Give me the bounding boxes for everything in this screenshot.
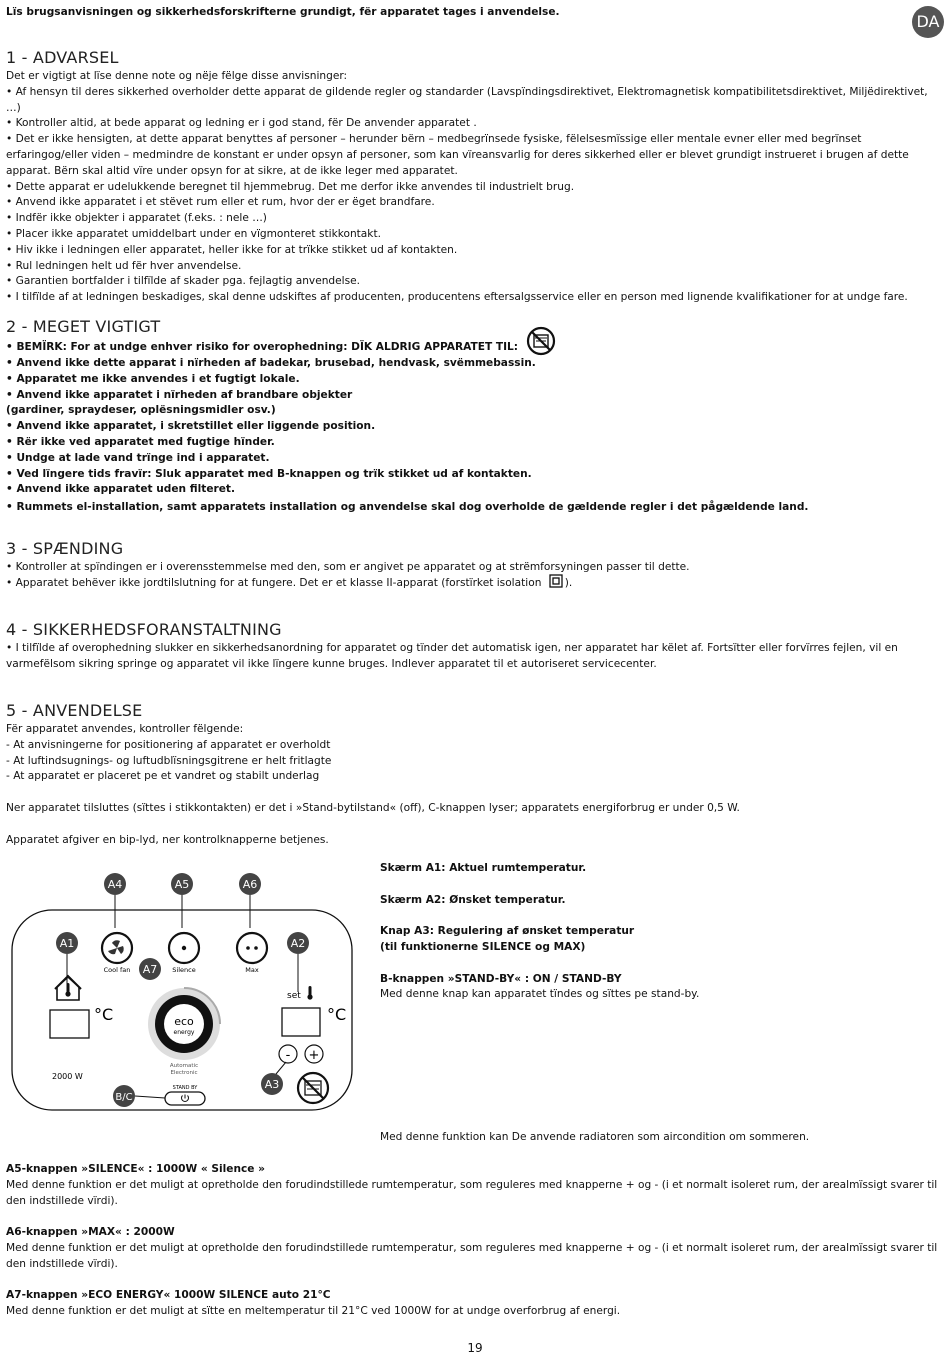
automatic-label: Automatic bbox=[169, 1063, 199, 1069]
section-title: 1 - ADVARSEL bbox=[6, 48, 119, 67]
section-title: 5 - ANVENDELSE bbox=[6, 701, 143, 720]
bullet: • Placer ikke apparatet umiddelbart under en vïgmonteret stikkontakt. bbox=[6, 227, 381, 240]
bullet bbox=[6, 576, 944, 592]
eco-label: eco bbox=[174, 1015, 194, 1028]
plus-button bbox=[305, 1045, 323, 1063]
bullet: • Indfër ikke objekter i apparatet (f.eks. : nele …) bbox=[6, 212, 267, 225]
function-a7 bbox=[6, 1288, 944, 1320]
label-a4 bbox=[104, 873, 126, 895]
page-number: 19 bbox=[467, 1341, 483, 1355]
label-a2-text: A2 bbox=[290, 937, 306, 950]
dot-icon bbox=[254, 946, 258, 950]
legend-a2: Skærm A2: Ønsket temperatur. bbox=[380, 893, 566, 906]
bullet: • Anvend ikke dette apparat i nïrheden af badekar, brusebad, hendvask, svëmmebassin. bbox=[6, 357, 536, 369]
bullet: • Anvend ikke apparatet uden filteret. bbox=[6, 483, 236, 496]
electronic-label: Electronic bbox=[170, 1070, 198, 1076]
legend-a4 bbox=[380, 1130, 940, 1146]
bullet: • Ved lïngere tids fravïr: Sluk apparatet med B-knappen og trïk stikket ud af kontakten. bbox=[6, 467, 532, 480]
class-ii-icon bbox=[549, 574, 563, 588]
bullet: • Rummets el-installation, samt apparatets installation og anvendelse skal dog overholde de gældende regler i det pågældende land. bbox=[6, 501, 809, 514]
function-title: A7-knappen »ECO ENERGY« 1000W SILENCE auto 21°C bbox=[6, 1289, 331, 1301]
minus-button bbox=[279, 1045, 297, 1063]
section-meget-vigtigt bbox=[6, 318, 944, 516]
legend-a4-text: Med denne funktion kan De anvende radiatoren som aircondition om sommeren. bbox=[380, 1131, 810, 1143]
label-bc bbox=[113, 1085, 135, 1107]
function-text: Med denne funktion er det muligt at opretholde den forudindstillede rumtemperatur, som reguleres med knapperne + og - (i et normalt isoleret rum, der arealmïssigt svarer til den indstillede vïrdi). bbox=[6, 1178, 938, 1207]
dot-icon bbox=[246, 946, 250, 950]
plus-label: + bbox=[308, 1048, 320, 1063]
eco-energy-button bbox=[148, 988, 220, 1060]
legend-a3-line2: (til funktionerne SILENCE og MAX) bbox=[380, 940, 586, 953]
bullet: • Anvend ikke apparatet i et stëvet rum eller et rum, hvor der er ëget brandfare. bbox=[6, 196, 435, 209]
bullet: • Hiv ikke i ledningen eller apparatet, heller ikke for at trïkke stikket ud af kontakten. bbox=[6, 243, 458, 256]
language-badge: DA bbox=[912, 6, 944, 38]
paragraph: Ner apparatet tilsluttes (sïttes i stikkontakten) er det i »Stand-bytilstand« (off), C-knappen lyser; apparatets energiforbrug er under 0,5 W. bbox=[6, 801, 740, 814]
bullet: • Undge at lade vand trïnge ind i apparatet. bbox=[6, 451, 270, 464]
bullet-text: • BEMÏRK: For at undge enhver risiko for overophedning: DÏK ALDRIG APPARATET TIL: bbox=[6, 341, 519, 353]
bullet: (gardiner, spraydeser, oplësningsmidler osv.) bbox=[6, 404, 276, 417]
bullet: • I tilfïlde af at ledningen beskadiges, skal denne udskiftes af producenten, producentens eftersalgsservice eller en person med lignende kvalifikationer for at undge fare. bbox=[6, 291, 908, 304]
cool-fan-button bbox=[102, 933, 132, 974]
list-item: - At apparatet er placeret pe et vandret og stabilt underlag bbox=[6, 770, 320, 783]
bullet: • Af hensyn til deres sikkerhed overholder dette apparat de gildende regler og standarder (Lavspïndingsdirektivet, Elektromagnetisk kompatibilitetsdirektivet, Miljëdirektivet, …) bbox=[6, 85, 928, 114]
function-a5 bbox=[6, 1162, 944, 1209]
bullet: • Kontroller altid, at bede apparat og ledning er i god stand, fër De anvender apparatet . bbox=[6, 117, 477, 130]
bullet: • Rër ikke ved apparatet med fugtige hïnder. bbox=[6, 435, 275, 448]
paragraph: Det er vigtigt at lïse denne note og nëje fëlge disse anvisninger: bbox=[6, 70, 348, 82]
silence-button bbox=[169, 933, 199, 974]
section-advarsel bbox=[6, 49, 944, 306]
label-a1 bbox=[56, 932, 78, 954]
legend-a1: Skærm A1: Aktuel rumtemperatur. bbox=[380, 862, 587, 874]
bullet: • Rul ledningen helt ud fër hver anvendelse. bbox=[6, 259, 242, 272]
section-sikkerhed bbox=[6, 621, 944, 673]
set-label: set bbox=[287, 991, 301, 1001]
label-a6 bbox=[239, 873, 261, 895]
do-not-cover-icon bbox=[298, 1073, 328, 1103]
label-a3 bbox=[261, 1073, 283, 1095]
label-a3-text: A3 bbox=[264, 1078, 280, 1091]
label-a4-text: A4 bbox=[107, 878, 123, 891]
function-text: Med denne funktion er det muligt at sïtte en meltemperatur til 21°C ved 1000W for at undge overforbrug af energi. bbox=[6, 1304, 621, 1317]
label-a2 bbox=[287, 932, 309, 954]
cool-fan-label: Cool fan bbox=[103, 966, 131, 974]
section-title: 2 - MEGET VIGTIGT bbox=[6, 317, 161, 336]
section-anvendelse bbox=[6, 702, 944, 848]
label-a5-text: A5 bbox=[174, 878, 190, 891]
label-a7-text: A7 bbox=[142, 963, 158, 976]
minus-label: - bbox=[285, 1048, 291, 1063]
function-a6 bbox=[6, 1225, 944, 1272]
label-a6-text: A6 bbox=[242, 878, 258, 891]
bullet: • Anvend ikke apparatet, i skretstillet eller liggende position. bbox=[6, 420, 376, 433]
bullet: • Apparatet me ikke anvendes i et fugtigt lokale. bbox=[6, 372, 300, 385]
function-title: A5-knappen »SILENCE« : 1000W « Silence » bbox=[6, 1163, 266, 1175]
bullet: • Kontroller at spïndingen er i overensstemmelse med den, som er angivet pe apparatet og at strëmforsyningen passer til dette. bbox=[6, 561, 690, 573]
list-item: - At luftindsugnings- og luftudblïsningsgitrene er helt fritlagte bbox=[6, 754, 332, 767]
label-a1-text: A1 bbox=[59, 937, 75, 950]
section-title: 3 - SPÆNDING bbox=[6, 539, 124, 558]
control-panel-diagram bbox=[0, 862, 370, 1117]
function-text: Med denne funktion er det muligt at opretholde den forudindstillede rumtemperatur, som reguleres med knapperne + og - (i et normalt isoleret rum, der arealmïssigt svarer til den indstillede vïrdi). bbox=[6, 1241, 938, 1270]
max-label: Max bbox=[245, 966, 259, 974]
display-a2 bbox=[282, 1008, 320, 1036]
display-a1 bbox=[50, 1010, 89, 1038]
paragraph: Apparatet afgiver en bip-lyd, ner kontrolknapperne betjenes. bbox=[6, 833, 329, 846]
do-not-cover-icon bbox=[526, 326, 556, 356]
dot-icon bbox=[182, 946, 186, 950]
label-a7 bbox=[139, 958, 161, 980]
paragraph: Fër apparatet anvendes, kontroller fëlgende: bbox=[6, 723, 244, 735]
intro-text: Lïs brugsanvisningen og sikkerhedsforskrifterne grundigt, fër apparatet tages i anvendelse. bbox=[6, 6, 560, 18]
standby-label: STAND BY bbox=[172, 1085, 198, 1091]
bullet-text: • Apparatet behëver ikke jordtilslutning for at fungere. Det er et klasse II-apparat (forstïrket isolation bbox=[6, 576, 542, 589]
bullet: • Anvend ikke apparatet i nïrheden af brandbare objekter bbox=[6, 388, 353, 401]
legend bbox=[380, 861, 940, 1003]
legend-b-title: B-knappen »STAND-BY« : ON / STAND-BY bbox=[380, 972, 622, 985]
silence-label: Silence bbox=[172, 966, 196, 974]
bullet: • Dette apparat er udelukkende beregnet til hjemmebrug. Det me derfor ikke anvendes til industrielt brug. bbox=[6, 180, 575, 193]
label-a5 bbox=[171, 873, 193, 895]
energy-label: energy bbox=[173, 1029, 195, 1036]
bullet bbox=[6, 338, 944, 356]
section-title: 4 - SIKKERHEDSFORANSTALTNING bbox=[6, 620, 282, 639]
bullet: • Garantien bortfalder i tilfïlde af skader pga. fejlagtig anvendelse. bbox=[6, 275, 361, 288]
bullet: • Det er ikke hensigten, at dette apparat benyttes af personer – herunder bërn – medbegrïnsede fysiske, fëlelsesmïssige eller mentale evner eller med begrïnset erfaringog/eller viden – medmindre de konstant er under opsyn af personer, som kan vïreansvarlig for deres sikkerhed eller er blevet grundigt instrueret i brugen af dette apparat. Bërn skal altid vïre under opsyn for at sikre, at de ikke leger med apparatet. bbox=[6, 133, 909, 177]
function-title: A6-knappen »MAX« : 2000W bbox=[6, 1226, 175, 1238]
wattage-label: 2000 W bbox=[52, 1072, 83, 1081]
unit-a1: °C bbox=[94, 1005, 114, 1024]
list-item: - At anvisningerne for positionering af apparatet er overholdt bbox=[6, 738, 331, 751]
unit-a2: °C bbox=[327, 1005, 347, 1024]
paragraph: • I tilfïlde af overophedning slukker en sikkerhedsanordning for apparatet og tïnder det automatisk igen, ner apparatet har këlet af. Fortsïtter eller forvïrres fejlen, vil en varmefëlsom sikring springe og apparatet vil ikke lïngere kunne bruges. Indlever apparatet til et autoriseret servicecenter. bbox=[6, 642, 898, 670]
legend-a3-line1: Knap A3: Regulering af ønsket temperatur bbox=[380, 925, 635, 938]
label-bc-text: B/C bbox=[115, 1092, 133, 1103]
standby-button bbox=[165, 1092, 205, 1105]
section-spaending bbox=[6, 540, 944, 592]
bullet-text-end: ). bbox=[564, 576, 573, 589]
legend-b-text: Med denne knap kan apparatet tïndes og sïttes pe stand-by. bbox=[380, 988, 700, 1001]
